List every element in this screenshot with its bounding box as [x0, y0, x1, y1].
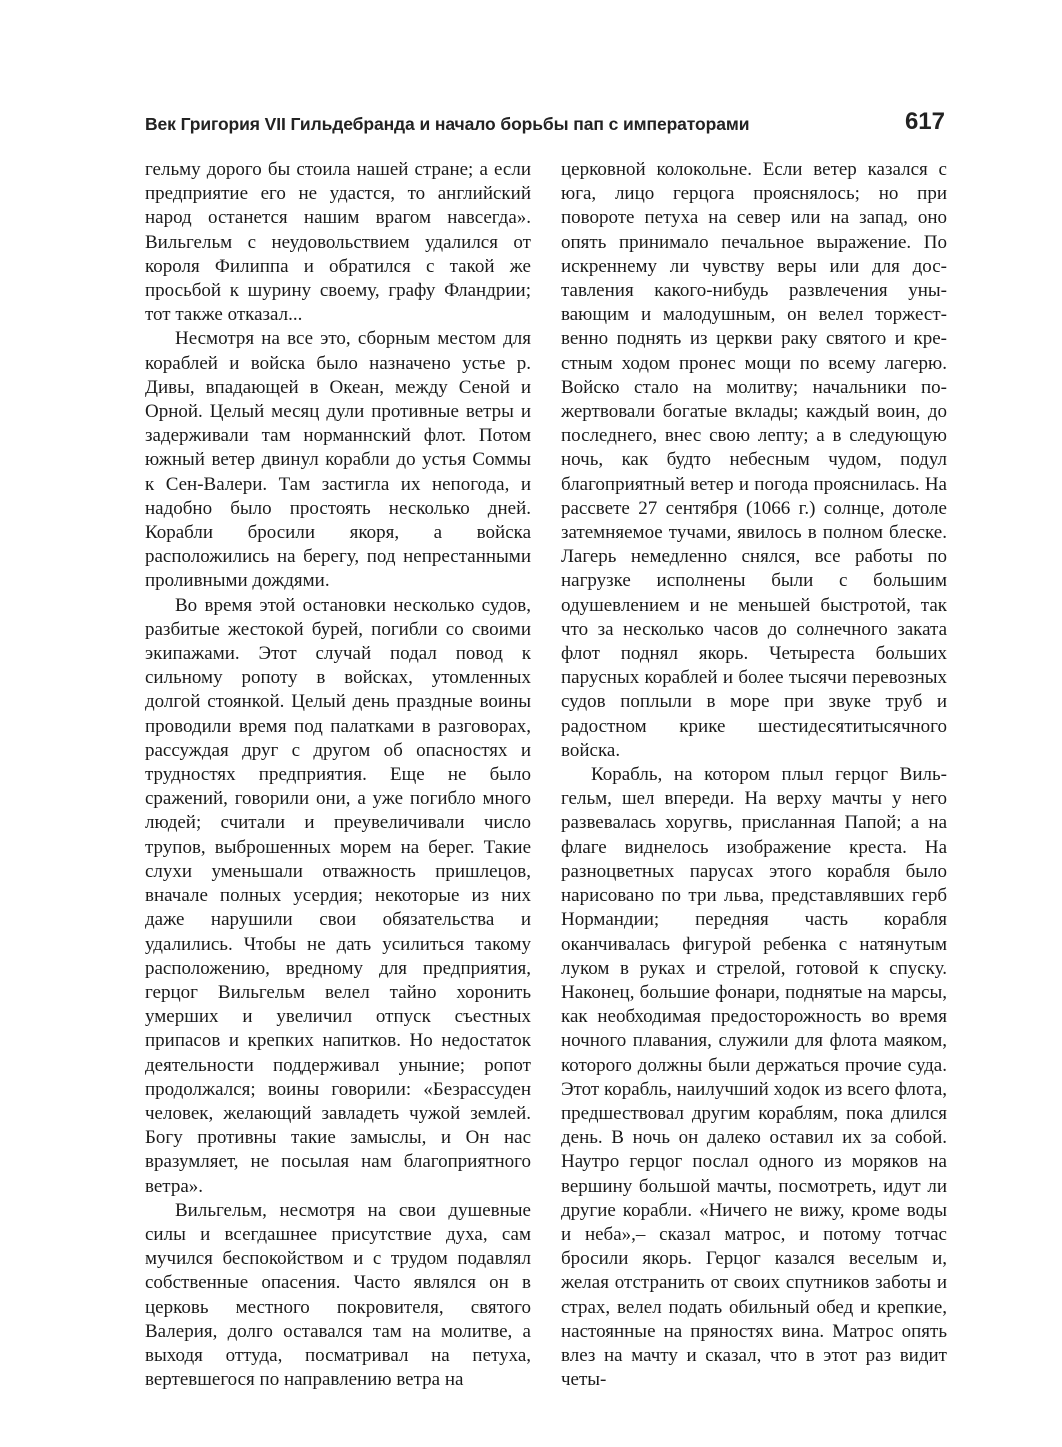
left-column — [145, 158, 531, 1392]
book-page — [145, 108, 947, 1391]
paragraph: Несмотря на все это, сборным местом для кораблей и войска было назначено устье р. Дивы, впадающей в Океан, между Сеной и Орной. Целый месяц дули противные ветры и задерживали там норманнский флот. Потом южный ветер двинул корабли до устья Соммы к Сен-Валери. Там застигла их непогода, и надобно было простоять несколько дней. Корабли бросили якоря, а войска расположились на берегу, под непрестанными проливными дождями. — [145, 328, 531, 592]
text-columns — [145, 158, 947, 1392]
running-head — [145, 108, 947, 148]
page-number: 617 — [904, 108, 945, 135]
right-column — [561, 158, 947, 1392]
paragraph: Во время этой остановки несколько судов, разбитые жестокой бурей, погибли со своими экипажами. Этот случай подал повод к сильному ропоту в войсках, утомленных долгой стоянкой. Целый день праздные воины проводили время под палатками в разговорах, рассуждая друг с другом об опасностях и трудностях предприятия. Еще не было сражений, говорили они, а уже погибло много людей; считали и преувеличивали число трупов, выброшенных морем на берег. Такие слухи уменьшали отважность пришлецов, вначале полных усердия; некоторые из них даже нарушили свои обязательства и удалились. Чтобы не дать усилиться такому расположению, вредному для предприятия, герцог Вильгельм велел тайно хоронить умерших и увеличил отпуск съестных припасов и крепких напитков. Но недостаток деятельности поддерживал уныние; ропот продолжался; воины говорили: «Безрассуден человек, желающий завладеть чужой землей. Богу противны такие замыслы, и Он нас вразумляет, не посылая нам благоприятного ветра». — [145, 594, 531, 1197]
paragraph: гельму дорого бы стоила нашей стране; а если предприятие его не удастся, то английский народ останется нашим врагом навсегда». Вильгельм с неудовольствием удалился от короля Филиппа и обратился с такой же просьбой к шурину своему, графу Фландрии; тот также отказал... — [145, 159, 531, 326]
paragraph: Вильгельм, несмотря на свои душевные силы и всегдашнее присутствие духа, сам мучился беспокойством и с трудом подавлял собственные опасения. Часто являлся он в церковь местного покровителя, святого Валерия, долго оставался там на молитве, а выходя оттуда, посматривал на петуха, вертевшегося по направлению ветра на — [145, 1199, 531, 1391]
paragraph: церковной колокольне. Если ветер казался с юга, лицо герцога прояснялось; но при повороте петуха на север или на запад, оно опять принимало печальное выражение. По искреннему ли чувству веры или для доставления какого-нибудь развлечения унывающим и малодушным, он велел торжественно поднять из церкви раку святого и крестным ходом пронес мощи по всему лагерю. Войско стало на молитву; начальники пожертвовали богатые вклады; каждый воин, до последнего, внес свою лепту; а в следующую ночь, как будто небесным чудом, подул благоприятный ветер и погода прояснилась. На рассвете 27 сентября (1066 г.) солнце, дотоле затемняемое тучами, явилось в полном блеске. Лагерь немедленно снялся, все работы по нагрузке исполнены были с большим одушевлением и не меньшей быстротой, так что за несколько часов до солнечного заката флот поднял якорь. Четыреста больших парусных кораблей и более тысячи перевозных судов поплыли в море при звуке труб и радостном крике шестидесятитысячного войска. — [561, 159, 947, 761]
running-title: Век Григория VII Гильдебранда и начало борьбы пап с императорами — [145, 114, 750, 134]
paragraph: Корабль, на котором плыл герцог Вильгельм, шел впереди. На верху мачты у него развевалась хоругвь, присланная Папой; а на флаге виднелось изображение креста. На разноцветных парусах этого корабля было нарисовано по три льва, представлявших герб Нормандии; передняя часть корабля оканчивалась фигурой ребенка с натянутым луком в руках и стрелой, готовой к спуску. Наконец, большие фонари, поднятые на марсы, как необходимая предосторожность во время ночного плавания, служили для флота маяком, которого должны были держаться прочие суда. Этот корабль, наилучший ходок из всего флота, предшествовал другим кораблям, пока длился день. В ночь он далеко оставил их за собой. Наутро герцог послал одного из моряков на вершину большой мачты, посмотреть, идут ли другие корабли. «Ничего не вижу, кроме воды и неба»,– сказал матрос, и потому тотчас бросили якорь. Герцог казался веселым и, желая отстранить от своих спутников заботы и страх, велел подать обильный обед и крепкие, настоянные на пряностях вина. Матрос опять влез на мачту и сказал, что в этот раз видит четы- — [561, 764, 947, 1391]
